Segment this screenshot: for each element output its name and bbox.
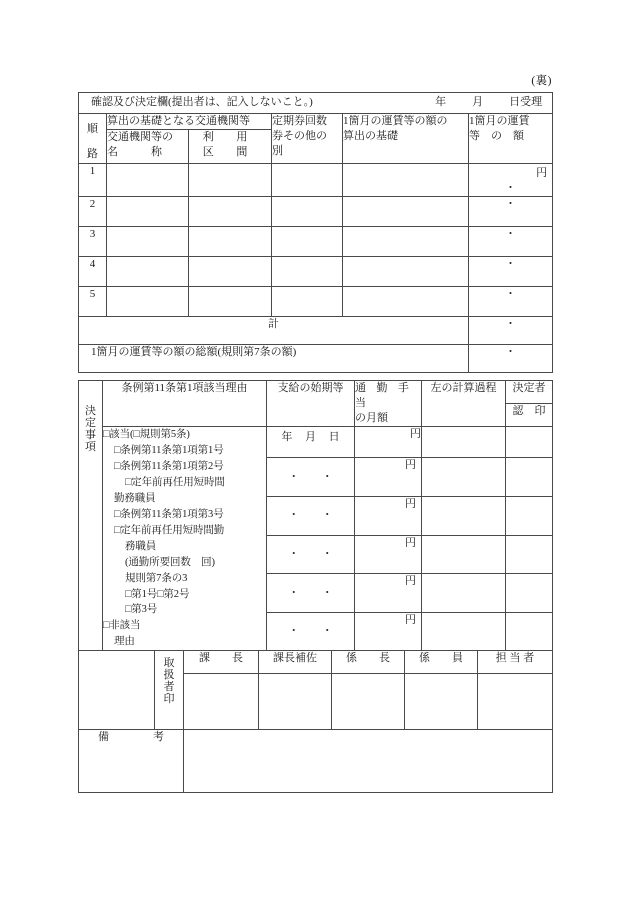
approval-empty-cell	[79, 651, 155, 730]
amount-cell-1[interactable]	[469, 163, 553, 196]
reason-line-12[interactable]: □第3号	[125, 604, 158, 616]
decision-header-reason: 条例第11条第1項該当理由	[103, 381, 267, 427]
confirm-header-row-a	[79, 114, 553, 130]
monthly-amount-cell-5[interactable]	[355, 574, 422, 613]
start-period-cell-2[interactable]	[267, 458, 355, 497]
table-row	[79, 196, 553, 226]
handler-seal-char1: 取	[163, 657, 175, 669]
amount-blank-dot-1: ・	[505, 181, 517, 194]
start-period-dot-b-3: ・	[321, 509, 333, 522]
amount-unit-1: 円	[536, 166, 548, 179]
start-period-dot-a-6: ・	[288, 625, 300, 638]
decision-header-monthly-amount-line2: の月額	[355, 411, 388, 424]
monthly-amount-cell-4[interactable]	[355, 535, 422, 574]
reason-line-3[interactable]: □条例第11条第1項第2号	[114, 460, 224, 472]
calc-process-cell-3[interactable]	[422, 497, 506, 536]
calc-basis-cell-2[interactable]	[343, 196, 469, 226]
back-side-marker: (裏)	[531, 75, 552, 87]
route-number-3: 3	[79, 226, 107, 256]
approval-column-label-1: 課 長	[184, 651, 259, 674]
amount-cell-2[interactable]: ・	[469, 196, 553, 226]
used-section-cell-5[interactable]	[189, 286, 272, 316]
decision-side-label	[79, 381, 103, 651]
calc-process-cell-5[interactable]	[422, 574, 506, 613]
decision-reason-checklist[interactable]	[103, 427, 267, 651]
header-route-number-char2: 路	[87, 147, 98, 160]
start-period-cell-4[interactable]	[267, 535, 355, 574]
monthly-amount-cell-1[interactable]: 円	[355, 427, 422, 458]
header-monthly-amount-line1: 1箇月の運賃	[469, 115, 530, 127]
header-ticket-type-line2: 券その他の	[272, 129, 327, 142]
reason-line-6[interactable]: □条例第11条第1項第3号	[114, 508, 224, 520]
remarks-value[interactable]	[184, 730, 553, 793]
used-section-cell-1[interactable]	[189, 163, 272, 196]
reason-line-1[interactable]: □該当(□規則第5条)	[103, 429, 190, 440]
decision-header-approver-line2: 認 印	[506, 404, 553, 427]
monthly-amount-unit-2: 円	[405, 459, 416, 472]
total-value[interactable]: ・	[469, 344, 553, 372]
approval-column-label-3: 係 長	[332, 651, 405, 674]
reason-line-13[interactable]: □非該当	[103, 620, 141, 632]
table-row	[79, 226, 553, 256]
reason-line-8: 務職員	[125, 540, 157, 552]
header-basis-group: 算出の基礎となる交通機関等	[107, 114, 272, 130]
total-label: 1箇月の運賃等の額の総額(規則第7条の額)	[79, 344, 469, 372]
transport-name-cell-3[interactable]	[107, 226, 189, 256]
decision-header-calc-process: 左の計算過程	[422, 381, 506, 427]
confirm-title-cell	[79, 93, 553, 114]
subtotal-value[interactable]: ・	[469, 316, 553, 344]
approver-seal-cell-6[interactable]	[506, 612, 553, 651]
header-route-number-char1: 順	[87, 123, 98, 136]
calc-basis-cell-3[interactable]	[343, 226, 469, 256]
remarks-row	[79, 730, 553, 793]
decision-header-approver-line1: 決定者	[506, 381, 553, 404]
decision-side-label-char1: 決	[85, 405, 96, 417]
approval-and-remarks-table	[78, 650, 553, 793]
start-period-dot-b-2: ・	[321, 470, 333, 483]
table-row	[79, 163, 553, 196]
start-period-dot-a-4: ・	[288, 547, 300, 560]
header-calc-basis	[343, 114, 469, 164]
calc-basis-cell-1[interactable]	[343, 163, 469, 196]
header-route-number	[79, 114, 107, 164]
total-row	[79, 344, 553, 372]
transport-name-cell-1[interactable]	[107, 163, 189, 196]
approval-seal-cell-3[interactable]	[332, 674, 405, 730]
start-period-cell-6[interactable]	[267, 612, 355, 651]
approval-seal-cell-2[interactable]	[259, 674, 332, 730]
start-period-month-label: 月	[304, 431, 316, 443]
receipt-day-label: 日受理	[509, 96, 543, 108]
confirm-title-label: 確認及び決定欄(提出者は、記入しないこと。)	[91, 96, 313, 108]
ticket-type-cell-5[interactable]	[272, 286, 343, 316]
approval-label-row	[79, 651, 553, 674]
receipt-year-label: 年	[435, 96, 447, 108]
start-period-dot-a-3: ・	[288, 509, 300, 522]
calc-process-cell-2[interactable]	[422, 458, 506, 497]
approval-seal-cell-4[interactable]	[405, 674, 478, 730]
route-number-1: 1	[79, 163, 107, 196]
route-number-2: 2	[79, 196, 107, 226]
header-transport-name	[107, 129, 189, 163]
ticket-type-cell-2[interactable]	[272, 196, 343, 226]
ticket-type-cell-4[interactable]	[272, 256, 343, 286]
monthly-amount-cell-6[interactable]	[355, 612, 422, 651]
approval-column-label-4: 係 員	[405, 651, 478, 674]
decision-side-label-char3: 事	[85, 429, 96, 442]
header-monthly-amount-line2: 等 の 額	[469, 129, 524, 142]
monthly-amount-cell-3[interactable]	[355, 497, 422, 536]
header-transport-name-line2: 名 称	[107, 145, 162, 158]
reason-line-4[interactable]: □定年前再任用短時間	[125, 476, 225, 488]
reason-line-5: 勤務職員	[114, 492, 156, 504]
start-period-dot-b-6: ・	[321, 625, 333, 638]
approver-seal-cell-5[interactable]	[506, 574, 553, 613]
transport-name-cell-2[interactable]	[107, 196, 189, 226]
transport-name-cell-4[interactable]	[107, 256, 189, 286]
used-section-cell-2[interactable]	[189, 196, 272, 226]
approval-column-label-2: 課長補佐	[259, 651, 332, 674]
calc-process-cell-1[interactable]	[422, 427, 506, 458]
amount-cell-5[interactable]: ・	[469, 286, 553, 316]
receipt-month-label: 月	[472, 96, 484, 108]
reason-line-2[interactable]: □条例第11条第1項第1号	[114, 444, 224, 456]
approver-seal-cell-1[interactable]	[506, 427, 553, 458]
decision-side-label-char4: 項	[85, 441, 96, 454]
start-period-dot-a-2: ・	[288, 470, 300, 483]
start-period-cell-5[interactable]	[267, 574, 355, 613]
ticket-type-cell-1[interactable]	[272, 163, 343, 196]
handler-seal-char3: 者	[163, 681, 175, 694]
start-period-dot-b-4: ・	[321, 547, 333, 560]
handler-seal-char2: 扱	[163, 669, 175, 682]
start-period-year-label: 年	[281, 431, 293, 443]
subtotal-label: 計	[79, 316, 469, 344]
start-period-cell-1[interactable]	[267, 427, 355, 458]
transport-name-cell-5[interactable]	[107, 286, 189, 316]
decision-items-table	[78, 380, 553, 689]
header-used-section: 利 用 区 間	[189, 129, 272, 163]
decision-header-start-period: 支給の始期等	[267, 381, 355, 427]
monthly-amount-unit-4: 円	[405, 536, 416, 549]
reason-line-14[interactable]: 理由	[114, 636, 135, 648]
approver-seal-cell-3[interactable]	[506, 497, 553, 536]
remarks-label: 備 考	[79, 730, 184, 793]
reason-line-9[interactable]: (通勤所要回数 回)	[125, 556, 215, 568]
monthly-amount-unit-3: 円	[405, 498, 416, 511]
approval-seal-cell-1[interactable]	[184, 674, 259, 730]
approver-seal-cell-2[interactable]	[506, 458, 553, 497]
decision-row-1	[79, 427, 553, 458]
calc-basis-cell-4[interactable]	[343, 256, 469, 286]
monthly-amount-cell-2[interactable]	[355, 458, 422, 497]
handler-seal-label	[155, 651, 184, 730]
decision-header-monthly-amount-line1: 通 勤 手 当	[355, 382, 413, 409]
reason-line-11[interactable]: □第1号□第2号	[125, 588, 190, 600]
header-ticket-type-line3: 別	[272, 144, 283, 157]
start-period-day-label: 日	[328, 431, 340, 443]
start-period-dot-b-5: ・	[321, 586, 333, 599]
table-row	[79, 286, 553, 316]
header-ticket-type	[272, 114, 343, 164]
confirm-title-row	[79, 93, 553, 114]
table-row	[79, 256, 553, 286]
start-period-cell-3[interactable]	[267, 497, 355, 536]
header-monthly-amount	[469, 114, 553, 164]
start-period-dot-a-5: ・	[288, 586, 300, 599]
ticket-type-cell-3[interactable]	[272, 226, 343, 256]
decision-header-monthly-amount	[355, 381, 422, 427]
amount-cell-3[interactable]: ・	[469, 226, 553, 256]
header-calc-basis-line2: 算出の基礎	[343, 129, 398, 142]
calc-process-cell-4[interactable]	[422, 535, 506, 574]
route-number-5: 5	[79, 286, 107, 316]
monthly-amount-unit-5: 円	[405, 575, 416, 588]
subtotal-row	[79, 316, 553, 344]
used-section-cell-4[interactable]	[189, 256, 272, 286]
approval-seal-cell-5[interactable]	[478, 674, 553, 730]
calc-process-cell-6[interactable]	[422, 612, 506, 651]
header-transport-name-line1: 交通機関等の	[107, 130, 173, 143]
monthly-amount-unit-6: 円	[405, 613, 416, 626]
approver-seal-cell-4[interactable]	[506, 535, 553, 574]
confirm-and-decision-table	[78, 92, 553, 373]
route-number-4: 4	[79, 256, 107, 286]
handler-seal-char4: 印	[163, 693, 175, 706]
decision-header-row	[79, 381, 553, 404]
header-calc-basis-line1: 1箇月の運賃等の額の	[343, 115, 448, 127]
reason-line-7[interactable]: □定年前再任用短時間勤	[114, 524, 225, 536]
calc-basis-cell-5[interactable]	[343, 286, 469, 316]
header-ticket-type-line1: 定期券回数	[272, 115, 327, 127]
approval-column-label-5: 担 当 者	[478, 651, 553, 674]
reason-line-10: 規則第7条の3	[125, 572, 188, 584]
decision-side-label-char2: 定	[85, 417, 96, 430]
used-section-cell-3[interactable]	[189, 226, 272, 256]
amount-cell-4[interactable]: ・	[469, 256, 553, 286]
